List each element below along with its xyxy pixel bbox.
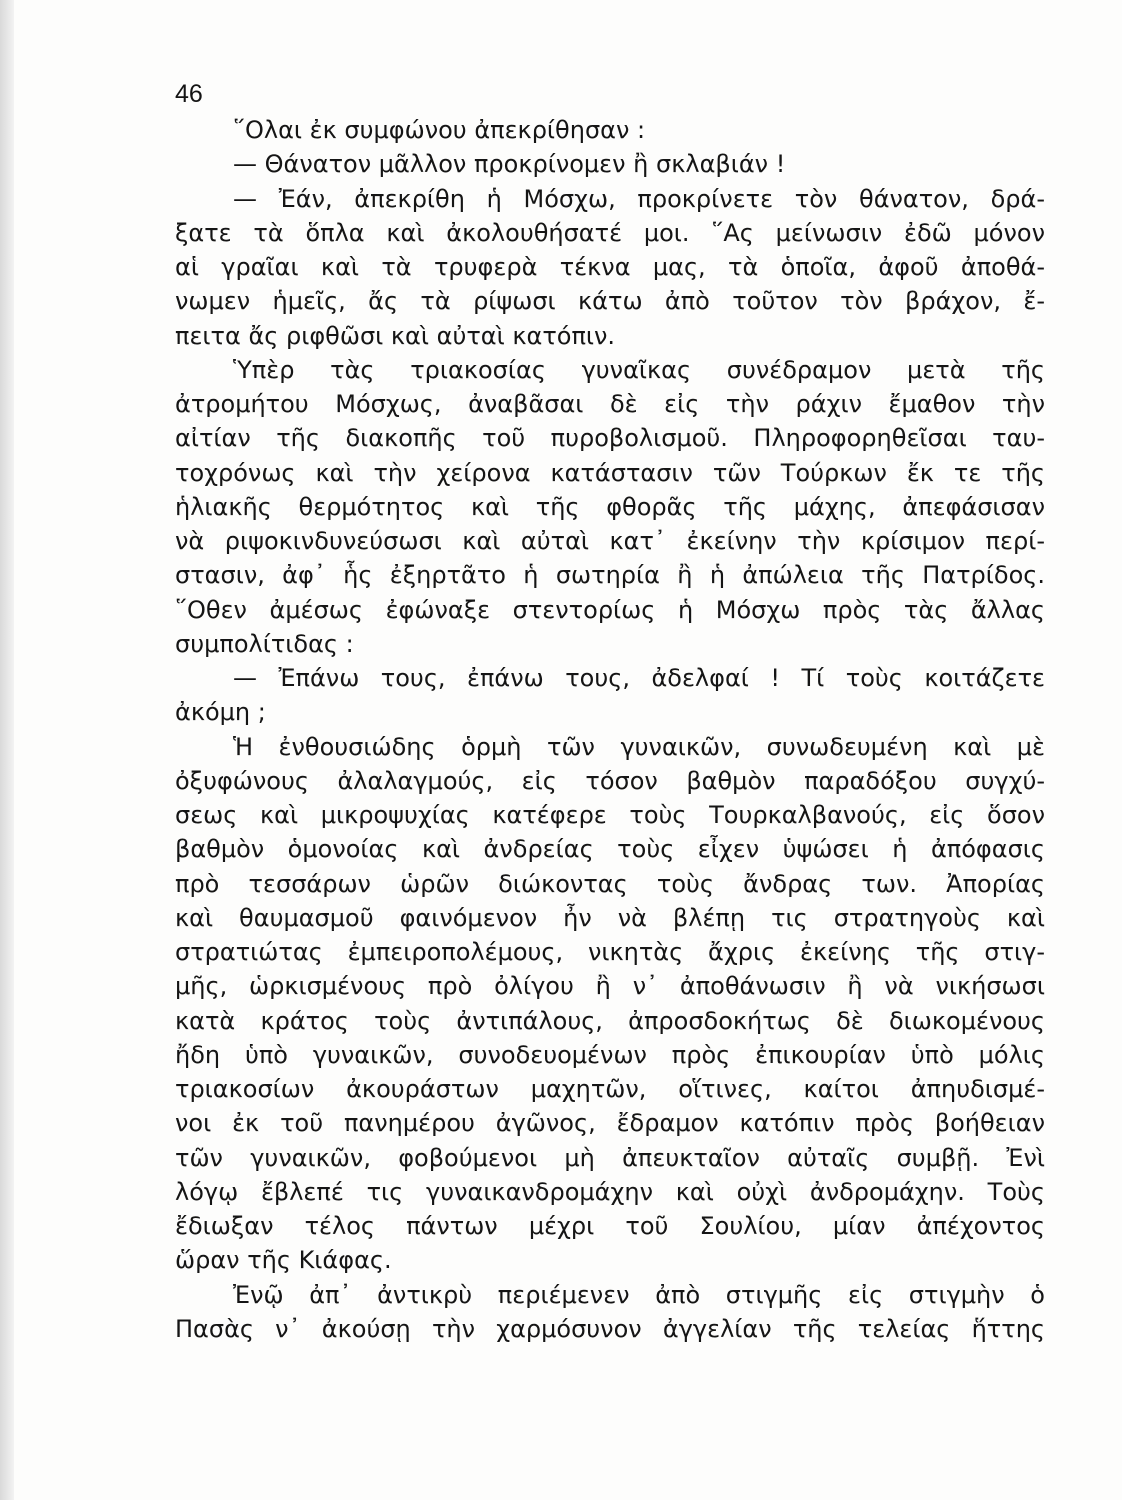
page-binding-edge [0,0,14,1500]
text-line: — Θάνατον μᾶλλον προκρίνομεν ἢ σκλαβιάν ! [233,150,786,179]
page-number: 46 [175,80,203,108]
text-line: ὥραν τῆς Κιάφας. [175,1246,392,1275]
text-line: βαθμὸν ὁμονοίας καὶ ἀνδρείας τοὺς εἶχεν ὑψώσει ἡ ἀπόφασις [175,835,1045,864]
text-line: ἡλιακῆς θερμότητος καὶ τῆς φθορᾶς τῆς μάχης, ἀπεφάσισαν [175,492,1045,521]
text-line: συμπολίτιδας : [175,629,354,658]
text-line: νωμεν ἡμεῖς, ἄς τὰ ρίψωσι κάτω ἀπὸ τοῦτον τὸν βράχον, ἔ- [175,287,1045,316]
text-line: τριακοσίων ἀκουράστων μαχητῶν, οἵτινες, καίτοι ἀπηυδισμέ- [175,1075,1045,1103]
text-line: ῞Οθεν ἀμέσως ἐφώναξε στεντορίως ἡ Μόσχω πρὸς τὰς ἄλλας [175,595,1045,624]
text-line: αἱ γραῖαι καὶ τὰ τρυφερὰ τέκνα μας, τὰ ὁποῖα, ἀφοῦ ἀποθά- [175,253,1045,281]
text-line: ἔδιωξαν τέλος πάντων μέχρι τοῦ Σουλίου, μίαν ἀπέχοντος [175,1212,1045,1240]
body-text [175,113,1045,1346]
text-line: — Ἐάν, ἀπεκρίθη ἡ Μόσχω, προκρίνετε τὸν θάνατον, δρά- [233,184,1045,213]
text-line: στασιν, ἀφ᾽ ἧς ἐξηρτᾶτο ἡ σωτηρία ἢ ἡ ἀπώλεια τῆς Πατρίδος. [175,561,1045,590]
text-line: καὶ θαυμασμοῦ φαινόμενον ἦν νὰ βλέπῃ τις στρατηγοὺς καὶ [175,903,1045,932]
text-line: σεως καὶ μικροψυχίας κατέφερε τοὺς Τουρκαλβανούς, εἰς ὅσον [175,801,1045,829]
text-line: λόγῳ ἔβλεπέ τις γυναικανδρομάχην καὶ οὐχὶ ἀνδρομάχην. Τοὺς [175,1177,1045,1206]
text-line: νὰ ριψοκινδυνεύσωσι καὶ αὐταὶ κατ᾽ ἐκείνην τὴν κρίσιμον περί- [175,527,1045,555]
text-line: τοχρόνως καὶ τὴν χείρονα κατάστασιν τῶν Τούρκων ἔκ τε τῆς [175,458,1045,487]
text-line: ξατε τὰ ὅπλα καὶ ἀκολουθήσατέ μοι. ῞Ας μείνωσιν ἐδῶ μόνον [175,218,1045,247]
text-line: πρὸ τεσσάρων ὡρῶν διώκοντας τοὺς ἄνδρας των. Ἀπορίας [175,869,1045,898]
text-line: ῞Ολαι ἐκ συμφώνου ἀπεκρίθησαν : [233,116,646,144]
text-line: ἤδη ὑπὸ γυναικῶν, συνοδευομένων πρὸς ἐπικουρίαν ὑπὸ μόλις [175,1040,1045,1069]
text-line: κατὰ κράτος τοὺς ἀντιπάλους, ἀπροσδοκήτως δὲ διωκομένους [175,1006,1045,1035]
text-line: ὀξυφώνους ἀλαλαγμούς, εἰς τόσον βαθμὸν παραδόξου συγχύ- [175,766,1045,795]
text-line: τῶν γυναικῶν, φοβούμενοι μὴ ἀπευκταῖον αὐταῖς συμβῇ. Ἐνὶ [175,1143,1045,1172]
text-line: μῆς, ὡρκισμένους πρὸ ὀλίγου ἢ ν᾽ ἀποθάνωσιν ἢ νὰ νικήσωσι [175,972,1045,1001]
text-line: Ὑπὲρ τὰς τριακοσίας γυναῖκας συνέδραμον μετὰ τῆς [233,355,1045,384]
text-line: νοι ἐκ τοῦ πανημέρου ἀγῶνος, ἔδραμον κατόπιν πρὸς βοήθειαν [175,1109,1045,1138]
text-line: Ἡ ἐνθουσιώδης ὁρμὴ τῶν γυναικῶν, συνωδευμένη καὶ μὲ [233,732,1045,761]
text-line: αἰτίαν τῆς διακοπῆς τοῦ πυροβολισμοῦ. Πληροφορηθεῖσαι ταυ- [175,424,1045,453]
text-line: ἀτρομήτου Μόσχως, ἀναβᾶσαι δὲ εἰς τὴν ράχιν ἔμαθον τὴν [175,390,1045,418]
text-line: στρατιώτας ἐμπειροπολέμους, νικητὰς ἄχρις ἐκείνης τῆς στιγ- [175,938,1045,966]
text-line: — Ἐπάνω τους, ἐπάνω τους, ἀδελφαί ! Τί τοὺς κοιτάζετε [233,664,1045,692]
text-line: πειτα ἄς ριφθῶσι καὶ αὐταὶ κατόπιν. [175,321,616,350]
text-line: ἀκόμη ; [175,698,266,727]
text-line: Ἐνῷ ἀπ᾽ ἀντικρὺ περιέμενεν ἀπὸ στιγμῆς εἰς στιγμὴν ὁ [233,1280,1045,1309]
text-line: Πασὰς ν᾽ ἀκούσῃ τὴν χαρμόσυνον ἀγγελίαν τῆς τελείας ἥττης [175,1314,1045,1343]
